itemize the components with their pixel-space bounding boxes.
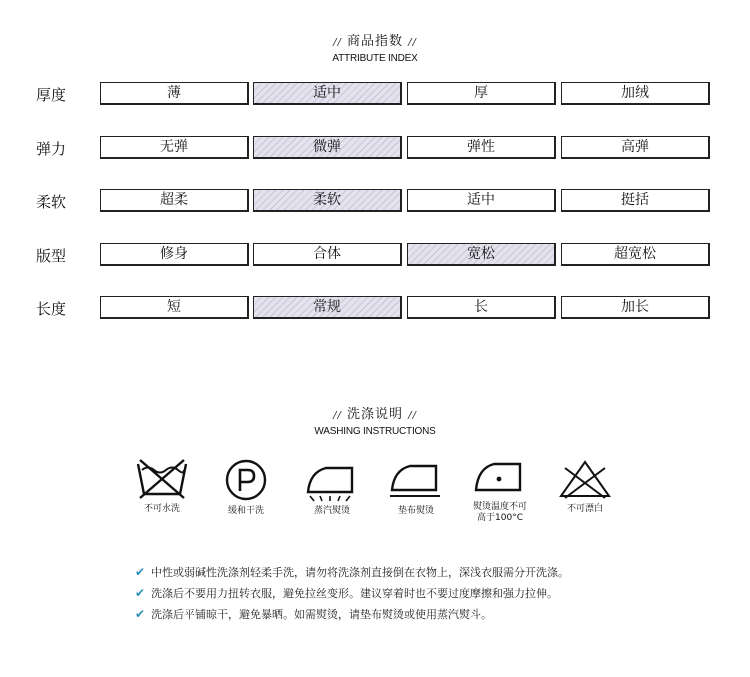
attribute-title-zh: 商品指数 bbox=[346, 34, 403, 49]
attribute-option: 合体 bbox=[253, 243, 402, 266]
check-icon: ✔ bbox=[135, 565, 146, 579]
wash-caption: 不可水洗 bbox=[143, 504, 180, 514]
check-icon: ✔ bbox=[135, 586, 146, 600]
attribute-option: 修身 bbox=[100, 243, 249, 266]
attribute-option-selected: 柔软 bbox=[253, 189, 402, 212]
attribute-option-selected: 微弹 bbox=[253, 136, 402, 159]
wash-item-dry-clean bbox=[201, 458, 291, 517]
attribute-label: 厚度 bbox=[36, 86, 67, 104]
attribute-option: 超柔 bbox=[100, 189, 249, 212]
attribute-option: 高弹 bbox=[561, 136, 710, 159]
washing-title-en: WASHING INSTRUCTIONS bbox=[314, 426, 436, 437]
wash-item-steam bbox=[287, 458, 377, 517]
attribute-option: 加长 bbox=[561, 296, 710, 319]
attribute-option: 厚 bbox=[407, 82, 556, 105]
wash-item-no-bleach bbox=[540, 458, 630, 515]
attribute-option: 加绒 bbox=[561, 82, 710, 105]
wash-caption: 蒸汽熨烫 bbox=[313, 506, 350, 516]
attribute-option: 弹性 bbox=[407, 136, 556, 159]
attribute-option-selected: 常规 bbox=[253, 296, 402, 319]
attribute-option: 挺括 bbox=[561, 189, 710, 212]
attribute-label: 长度 bbox=[36, 300, 67, 318]
attribute-option: 长 bbox=[407, 296, 556, 319]
attribute-option-selected: 适中 bbox=[253, 82, 402, 105]
wash-item-no-water bbox=[117, 458, 207, 515]
attribute-label: 版型 bbox=[36, 247, 67, 265]
wash-caption: 熨烫温度不可 高于100°C bbox=[472, 502, 527, 523]
attribute-label: 弹力 bbox=[36, 140, 67, 158]
attribute-row bbox=[0, 296, 750, 320]
attribute-row bbox=[0, 189, 750, 213]
wash-note-text: 洗涤后不要用力扭转衣服，避免拉丝变形。建议穿着时也不要过度摩擦和强力拉伸。 bbox=[151, 587, 559, 600]
iron-temperature-icon bbox=[472, 458, 528, 498]
wash-note bbox=[135, 606, 492, 622]
wash-note-text: 洗涤后平铺晾干，避免暴晒。如需熨烫，请垫布熨烫或使用蒸汽熨斗。 bbox=[151, 608, 493, 621]
washing-title-zh: 洗涤说明 bbox=[346, 407, 403, 422]
wash-note bbox=[135, 585, 558, 601]
washing-section-title bbox=[0, 403, 750, 437]
attribute-option: 适中 bbox=[407, 189, 556, 212]
dry-clean-p-icon bbox=[222, 458, 270, 502]
slash-right-icon: // bbox=[408, 37, 417, 48]
attribute-title-en: ATTRIBUTE INDEX bbox=[332, 53, 418, 64]
slash-left-icon: // bbox=[333, 410, 342, 421]
attribute-option: 短 bbox=[100, 296, 249, 319]
wash-note bbox=[135, 564, 569, 580]
no-bleach-icon bbox=[557, 458, 613, 500]
attribute-option: 无弹 bbox=[100, 136, 249, 159]
wash-caption: 不可漂白 bbox=[566, 504, 603, 514]
slash-right-icon: // bbox=[408, 410, 417, 421]
attribute-section-title bbox=[0, 30, 750, 64]
steam-iron-icon bbox=[304, 458, 360, 502]
attribute-row bbox=[0, 82, 750, 106]
no-machine-wash-icon bbox=[134, 458, 190, 500]
wash-item-iron-temp bbox=[455, 458, 545, 524]
wash-caption: 垫布熨烫 bbox=[397, 506, 434, 516]
wash-item-cloth-iron bbox=[371, 458, 461, 517]
attribute-label: 柔软 bbox=[36, 193, 67, 211]
slash-left-icon: // bbox=[333, 37, 342, 48]
attribute-row bbox=[0, 136, 750, 160]
attribute-option: 超宽松 bbox=[561, 243, 710, 266]
wash-caption: 缓和干洗 bbox=[227, 506, 264, 516]
cloth-iron-icon bbox=[388, 458, 444, 502]
attribute-option-selected: 宽松 bbox=[407, 243, 556, 266]
wash-note-text: 中性或弱碱性洗涤剂轻柔手洗，请勿将洗涤剂直接倒在衣物上，深浅衣服需分开洗涤。 bbox=[151, 566, 570, 579]
check-icon: ✔ bbox=[135, 607, 146, 621]
attribute-row bbox=[0, 243, 750, 267]
attribute-option: 薄 bbox=[100, 82, 249, 105]
